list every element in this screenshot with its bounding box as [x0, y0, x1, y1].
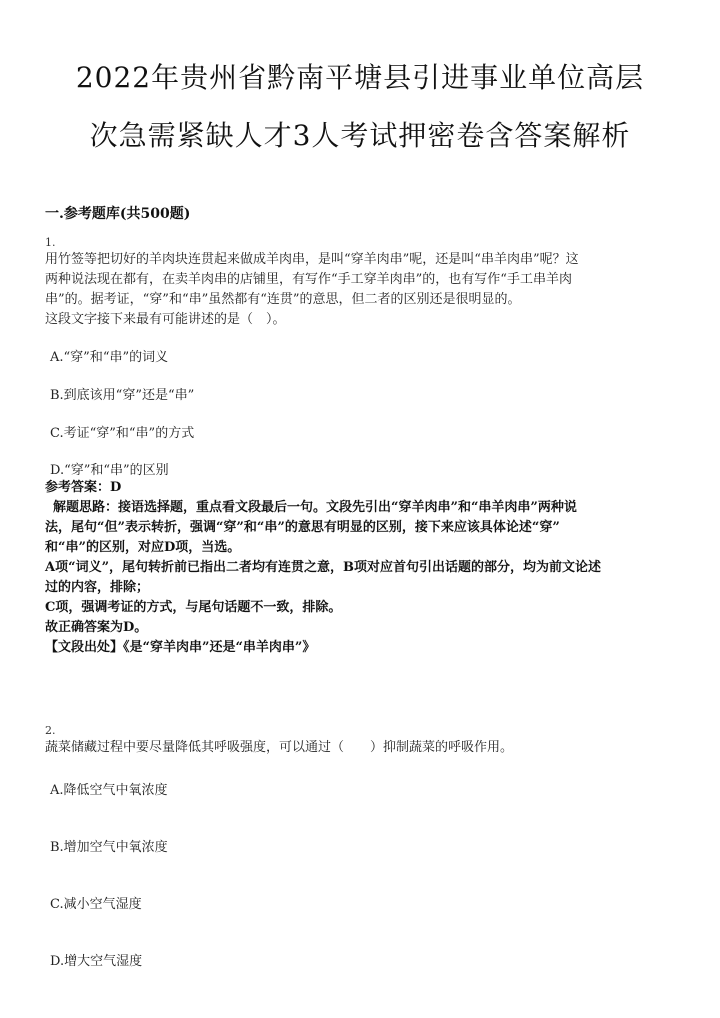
question-1-explanation-line: 解题思路：接语选择题，重点看文段最后一句。文段先引出“穿羊肉串”和“串羊肉串”两种说: [53, 500, 577, 515]
question-1-answer-label: 参考答案：D: [45, 480, 122, 495]
question-2-stem: [45, 738, 675, 758]
question-1-explanation-line: 过的内容，排除；: [45, 580, 150, 595]
question-1-option-c: C.考证“穿”和“串”的方式: [50, 426, 195, 441]
question-1-stem: [45, 250, 675, 330]
question-1-explanation-line: C项，强调考证的方式，与尾句话题不一致，排除。: [45, 600, 342, 615]
document-title-line-1: 2022年贵州省黔南平塘县引进事业单位高层: [75, 61, 645, 94]
question-2-option-a: A.降低空气中氧浓度: [50, 783, 168, 798]
question-2-option-c: C.减小空气湿度: [50, 897, 142, 912]
question-1-option-a: A.“穿”和“串”的词义: [50, 350, 169, 365]
question-2-option-b: B.增加空气中氧浓度: [50, 840, 168, 855]
question-2-option-d: D.增大空气湿度: [50, 954, 143, 969]
question-1-stem-line: 用竹签等把切好的羊肉块连贯起来做成羊肉串，是叫“穿羊肉串”呢，还是叫“串羊肉串”呢？这: [45, 252, 579, 267]
section-heading: 一.参考题库(共500题): [45, 206, 191, 222]
question-1-option-b: B.到底该用“穿”还是“串”: [50, 388, 195, 403]
question-1-explanation-line: A项“词义”，尾句转折前已指出二者均有连贯之意，B项对应首句引出话题的部分，均为前文论述: [45, 560, 602, 575]
question-1-stem-line: 这段文字接下来最有可能讲述的是（ ）。: [45, 312, 286, 327]
question-2-number: 2.: [45, 724, 56, 737]
question-1-stem-line: 串”的。据考证，“穿”和“串”虽然都有“连贯”的意思，但二者的区别还是很明显的。: [45, 292, 521, 307]
question-1-answer-block: [45, 478, 675, 658]
question-1-number: 1.: [45, 236, 56, 249]
question-2-stem-line: 蔬菜储藏过程中要尽量降低其呼吸强度，可以通过（ ）抑制蔬菜的呼吸作用。: [45, 740, 514, 755]
question-1-option-d: D.“穿”和“串”的区别: [50, 463, 169, 478]
question-1-explanation-line: 法，尾句“但”表示转折，强调“穿”和“串”的意思有明显的区别，接下来应该具体论述“穿”: [45, 520, 560, 535]
document-title-line-2: 次急需紧缺人才3人考试押密卷含答案解析: [89, 119, 631, 152]
question-1-explanation-line: 和“串”的区别，对应D项，当选。: [45, 540, 241, 555]
question-1-explanation-line: 故正确答案为D。: [45, 620, 148, 635]
question-1-source-line: 【文段出处】《是“穿羊肉串”还是“串羊肉串”》: [45, 640, 316, 655]
question-1-stem-line: 两种说法现在都有，在卖羊肉串的店铺里，有写作“手工穿羊肉串”的，也有写作“手工串羊肉: [45, 272, 572, 287]
